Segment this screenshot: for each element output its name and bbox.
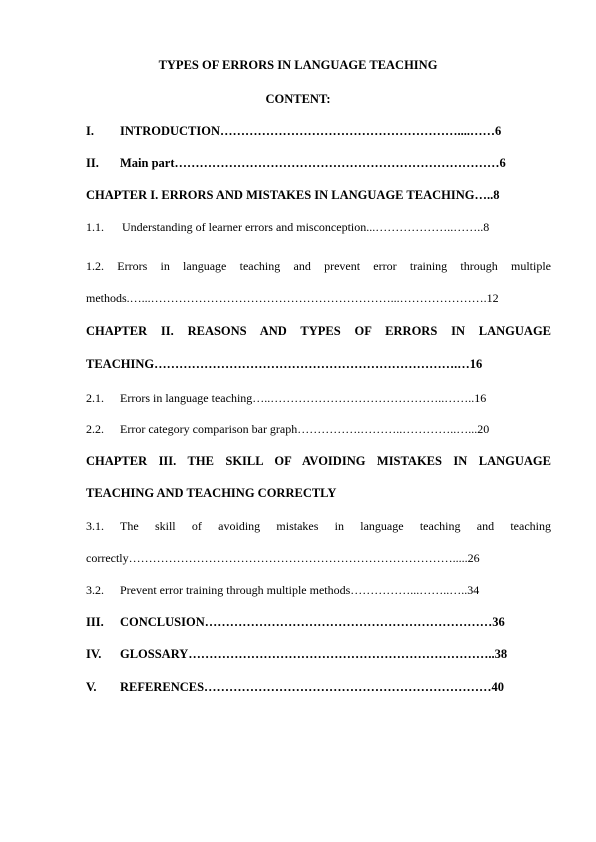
toc-entry-chapter-2-continued	[86, 356, 551, 372]
toc-entry-1-1	[86, 219, 551, 235]
toc-entry-introduction	[86, 123, 551, 139]
toc-number: 2.1.	[86, 391, 104, 405]
toc-text: GLOSSARY………………………………………………………………..38	[120, 647, 508, 661]
toc-text: Error category comparison bar graph…………….………..…………..…...20	[120, 422, 490, 436]
toc-text: INTRODUCTION…………………………………………………....……6	[120, 124, 502, 138]
toc-entry-references	[86, 679, 551, 695]
toc-number: V.	[86, 680, 97, 694]
toc-entry-3-2	[86, 582, 551, 598]
toc-number: 1.2.	[86, 259, 104, 273]
toc-entry-3-1-continued	[86, 550, 551, 566]
toc-text: TEACHING……………………………………………………………….…16	[86, 357, 483, 371]
toc-number: 2.2.	[86, 422, 104, 436]
toc-text: CHAPTER I. ERRORS AND MISTAKES IN LANGUAGE TEACHING…..8	[86, 188, 500, 202]
document-title: TYPES OF ERRORS IN LANGUAGE TEACHING	[158, 58, 438, 72]
toc-entry-conclusion	[86, 614, 551, 630]
toc-text: CHAPTER III. THE SKILL OF AVOIDING MISTAKES IN LANGUAGE	[86, 454, 551, 468]
toc-entry-1-2-continued	[86, 290, 551, 306]
toc-text: Errors in language teaching…..……………………………………..……..16	[120, 391, 487, 405]
toc-number: IV.	[86, 647, 102, 661]
toc-entry-2-2	[86, 421, 551, 437]
toc-number: 1.1.	[86, 220, 104, 234]
toc-text: correctly……………………………………………………………………….....26	[86, 551, 480, 565]
toc-number: 3.1.	[86, 519, 104, 533]
toc-entry-chapter-2	[86, 323, 551, 339]
toc-entry-2-1	[86, 390, 551, 406]
toc-text: REFERENCES……………………………………………………………40	[120, 680, 505, 694]
toc-text: Understanding of learner errors and misconception...………………..……..8	[122, 220, 490, 234]
toc-number: 3.2.	[86, 583, 104, 597]
toc-text: methods.…...……………………………………………………...………………….12	[86, 291, 499, 305]
toc-entry-glossary	[86, 646, 551, 662]
toc-entry-chapter-3	[86, 453, 551, 469]
toc-text: TEACHING AND TEACHING CORRECTLY	[86, 486, 337, 500]
toc-text: The skill of avoiding mistakes in language teaching and teaching	[120, 519, 551, 533]
content-heading: CONTENT:	[265, 92, 331, 106]
toc-text: CONCLUSION……………………………………………………………36	[120, 615, 505, 629]
toc-text: CHAPTER II. REASONS AND TYPES OF ERRORS IN LANGUAGE	[86, 324, 551, 338]
toc-entry-chapter-3-continued	[86, 485, 551, 501]
toc-text: Errors in language teaching and prevent error training through multiple	[117, 259, 551, 273]
toc-entry-chapter-1	[86, 187, 551, 203]
toc-text: Prevent error training through multiple methods……………...……..…..34	[120, 583, 480, 597]
toc-entry-3-1	[86, 518, 551, 534]
toc-number: III.	[86, 615, 104, 629]
toc-number: I.	[86, 124, 94, 138]
toc-number: II.	[86, 156, 99, 170]
toc-entry-1-2	[86, 258, 551, 274]
toc-text: Main part……………………………………………………………………6	[120, 156, 506, 170]
toc-entry-main-part	[86, 155, 551, 171]
